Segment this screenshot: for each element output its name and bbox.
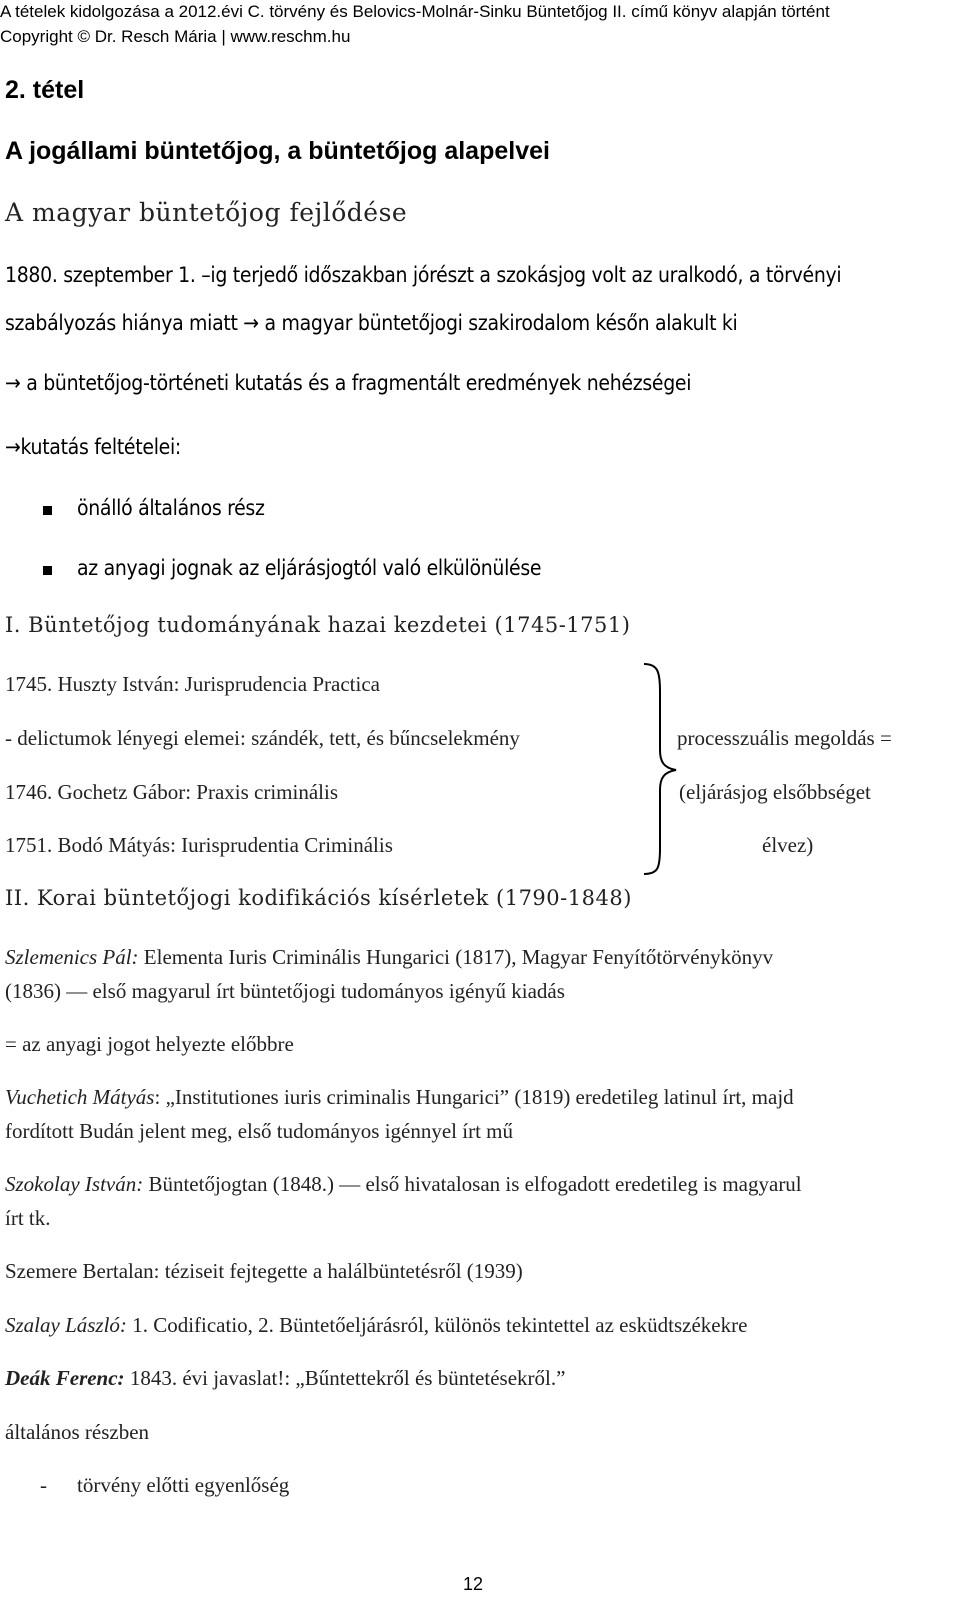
- author-text: 1843. évi javaslat!: „Bűntettekről és büntetésekről.”: [124, 1366, 566, 1390]
- vuchetich-line-2: fordított Budán jelent meg, első tudományos igénnyel írt mű: [5, 1119, 513, 1143]
- item-number: 2. tétel: [5, 76, 85, 104]
- author-name: Szalay László:: [5, 1313, 127, 1337]
- section-1-line: - delictumok lényegi elemei: szándék, tett, és bűncselekmény: [5, 726, 520, 750]
- brace-note-line: (eljárásjog elsőbbséget: [679, 780, 871, 804]
- main-title: A jogállami büntetőjog, a büntetőjog alapelvei: [5, 137, 550, 165]
- list-dash: -: [40, 1473, 47, 1497]
- szlemenics-line-1: [5, 945, 773, 970]
- curly-brace-icon: [642, 662, 678, 876]
- author-text: Büntetőjogtan (1848.) — első hivatalosan is elfogadott eredetileg is magyarul: [143, 1172, 802, 1196]
- section-1-line: 1745. Huszty István: Jurisprudencia Practica: [5, 672, 380, 696]
- author-text: Elementa Iuris Criminális Hungarici (1817), Magyar Fenyítőtörvénykönyv: [138, 945, 774, 969]
- szokolay-line-2: írt tk.: [5, 1206, 51, 1230]
- author-name: Deák Ferenc:: [5, 1366, 125, 1390]
- brace-note-line: élvez): [762, 833, 814, 857]
- author-name: Vuchetich Mátyás: [5, 1085, 155, 1109]
- section-1-heading: I. Büntetőjog tudományának hazai kezdetei (1745-1751): [5, 613, 631, 637]
- section-1-line: 1751. Bodó Mátyás: Iurisprudentia Criminális: [5, 833, 393, 857]
- intro-line-2: szabályozás hiánya miatt → a magyar büntetőjogi szakirodalom későn alakult ki: [5, 311, 738, 335]
- arrow-line: → a büntetőjog-történeti kutatás és a fragmentált eredmények nehézségei: [5, 371, 692, 395]
- condition-item: önálló általános rész: [77, 496, 265, 520]
- general-part-line: általános részben: [5, 1420, 150, 1444]
- bullet-icon: [43, 566, 52, 575]
- deak-line: [5, 1366, 565, 1391]
- header-line-2: Copyright © Dr. Resch Mária | www.reschm.hu: [0, 27, 351, 46]
- szemere-line: Szemere Bertalan: téziseit fejtegette a halálbüntetésről (1939): [5, 1259, 523, 1283]
- bullet-icon: [43, 506, 52, 515]
- anyagi-line: = az anyagi jogot helyezte előbbre: [5, 1032, 294, 1056]
- section-2-heading: II. Korai büntetőjogi kodifikációs kísérletek (1790-1848): [5, 886, 632, 910]
- equality-line: törvény előtti egyenlőség: [77, 1473, 290, 1497]
- header-line-1: A tételek kidolgozása a 2012.évi C. törvény és Belovics-Molnár-Sinku Büntetőjog II. című könyv alapján történt: [0, 2, 830, 21]
- section-heading: A magyar büntetőjog fejlődése: [5, 198, 408, 227]
- szalay-line: [5, 1313, 747, 1338]
- author-name: Szlemenics Pál:: [5, 945, 139, 969]
- page-number: 12: [463, 1574, 484, 1594]
- author-text: 1. Codificatio, 2. Büntetőeljárásról, különös tekintettel az esküdtszékekre: [126, 1313, 748, 1337]
- brace-note-line: processzuális megoldás =: [677, 726, 892, 750]
- condition-item: az anyagi jognak az eljárásjogtól való elkülönülése: [77, 556, 542, 580]
- conditions-label: →kutatás feltételei:: [5, 435, 181, 459]
- author-name: Szokolay István:: [5, 1172, 144, 1196]
- author-text: : „Institutiones iuris criminalis Hungarici” (1819) eredetileg latinul írt, majd: [154, 1085, 794, 1109]
- section-1-line: 1746. Gochetz Gábor: Praxis criminális: [5, 780, 339, 804]
- szlemenics-line-2: (1836) — első magyarul írt büntetőjogi tudományos igényű kiadás: [5, 979, 565, 1003]
- intro-line-1: 1880. szeptember 1. –ig terjedő időszakban jórészt a szokásjog volt az uralkodó, a törvényi: [5, 263, 842, 287]
- szokolay-line-1: [5, 1172, 802, 1197]
- vuchetich-line-1: [5, 1085, 794, 1110]
